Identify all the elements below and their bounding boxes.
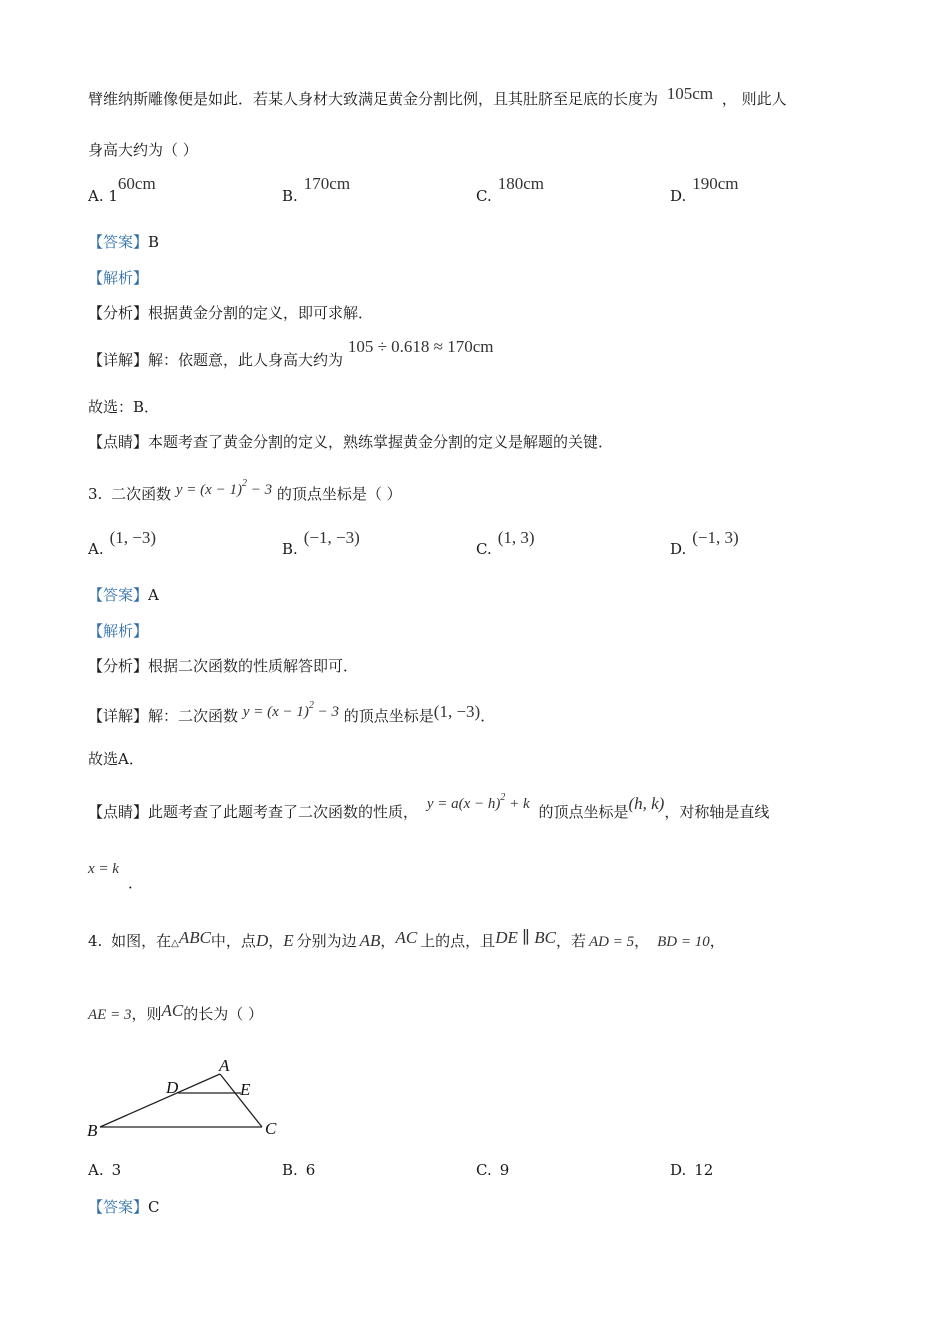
q4-option-b[interactable]: B. 6 (282, 1161, 316, 1179)
q3-detail-function: $y = (x - 1)^2 - 3$ (242, 700, 339, 720)
q3-choose: 故选A． (88, 750, 144, 768)
q2-detail: 【详解】解：依题意，此人身高大约为 105 ÷ 0.618 ≈ 170cm (88, 337, 494, 369)
q2-option-b[interactable]: B.170cm (282, 174, 351, 205)
side-ba (100, 1074, 220, 1127)
label-b: B (87, 1121, 98, 1140)
q2-option-d[interactable]: D.190cm (670, 174, 739, 205)
q3-option-a[interactable]: A.(1, −3) (88, 528, 157, 558)
q3-answer: 【答案】A (88, 586, 159, 604)
q3-stem: 3. 二次函数 $y = (x - 1)^2 - 3$ 的顶点坐标是（ ） (88, 478, 402, 503)
q4-option-d[interactable]: D. 12 (670, 1161, 714, 1179)
q2-choose: 故选：B． (88, 398, 160, 416)
q2-analysis: 【分析】根据黄金分割的定义，即可求解． (88, 304, 374, 322)
q4-stem-line1: 4. 如图，在△ABC中，点D，E 分别为边 AB，AC 上的点，且DE ∥ BC，若 AD = 5， BD = 10， (88, 928, 725, 950)
q2-option-a[interactable]: A. 160cm (88, 174, 156, 205)
triangle-figure (80, 1052, 300, 1147)
q2-comment: 【点睛】本题考查了黄金分割的定义，熟练掌握黄金分割的定义是解题的关键． (88, 433, 614, 451)
q3-analysis: 【分析】根据二次函数的性质解答即可． (88, 657, 359, 675)
q4-stem-line2: AE = 3，则AC的长为（ ） (88, 1001, 263, 1023)
q2-length: 105cm (666, 84, 714, 103)
q4-answer: 【答案】C (88, 1198, 160, 1216)
q3-option-d[interactable]: D.(−1, 3) (670, 528, 739, 558)
label-a: A (219, 1056, 230, 1075)
q3-comment: 【点睛】此题考查了此题考查了二次函数的性质， $y = a(x - h)^2 + k$ 的顶点坐标是(h, k)，对称轴是直线 (88, 792, 770, 821)
q3-function: $y = (x - 1)^2 - 3$ (175, 478, 273, 498)
q3-axis-period: ． (128, 874, 144, 892)
q2-answer: 【答案】B (88, 233, 160, 251)
q2-jiexi: 【解析】 (88, 269, 149, 287)
q4-option-c[interactable]: C. 9 (476, 1161, 510, 1179)
q3-option-b[interactable]: B.(−1, −3) (282, 528, 360, 558)
q2-stem-line1: 臂维纳斯雕像便是如此．若某人身材大致满足黄金分割比例，且其肚脐至足底的长度为 105cm ， 则此人 (88, 84, 787, 108)
q3-option-c[interactable]: C.(1, 3) (476, 528, 535, 558)
label-e: E (240, 1080, 251, 1099)
q3-vertex-form: $y = a(x - h)^2 + k$ (426, 792, 530, 812)
q3-jiexi: 【解析】 (88, 622, 149, 640)
label-c: C (265, 1119, 277, 1138)
label-d: D (166, 1078, 179, 1097)
q4-option-a[interactable]: A. 3 (88, 1161, 122, 1179)
q3-axis: x = k (88, 861, 119, 877)
q2-option-c[interactable]: C.180cm (476, 174, 544, 205)
q2-stem-line2: 身高大约为（ ） (88, 141, 198, 159)
q3-detail: 【详解】解：二次函数 $y = (x - 1)^2 - 3$ 的顶点坐标是(1, −3)． (88, 700, 496, 725)
q2-detail-math: 105 ÷ 0.618 ≈ 170cm (347, 337, 494, 356)
